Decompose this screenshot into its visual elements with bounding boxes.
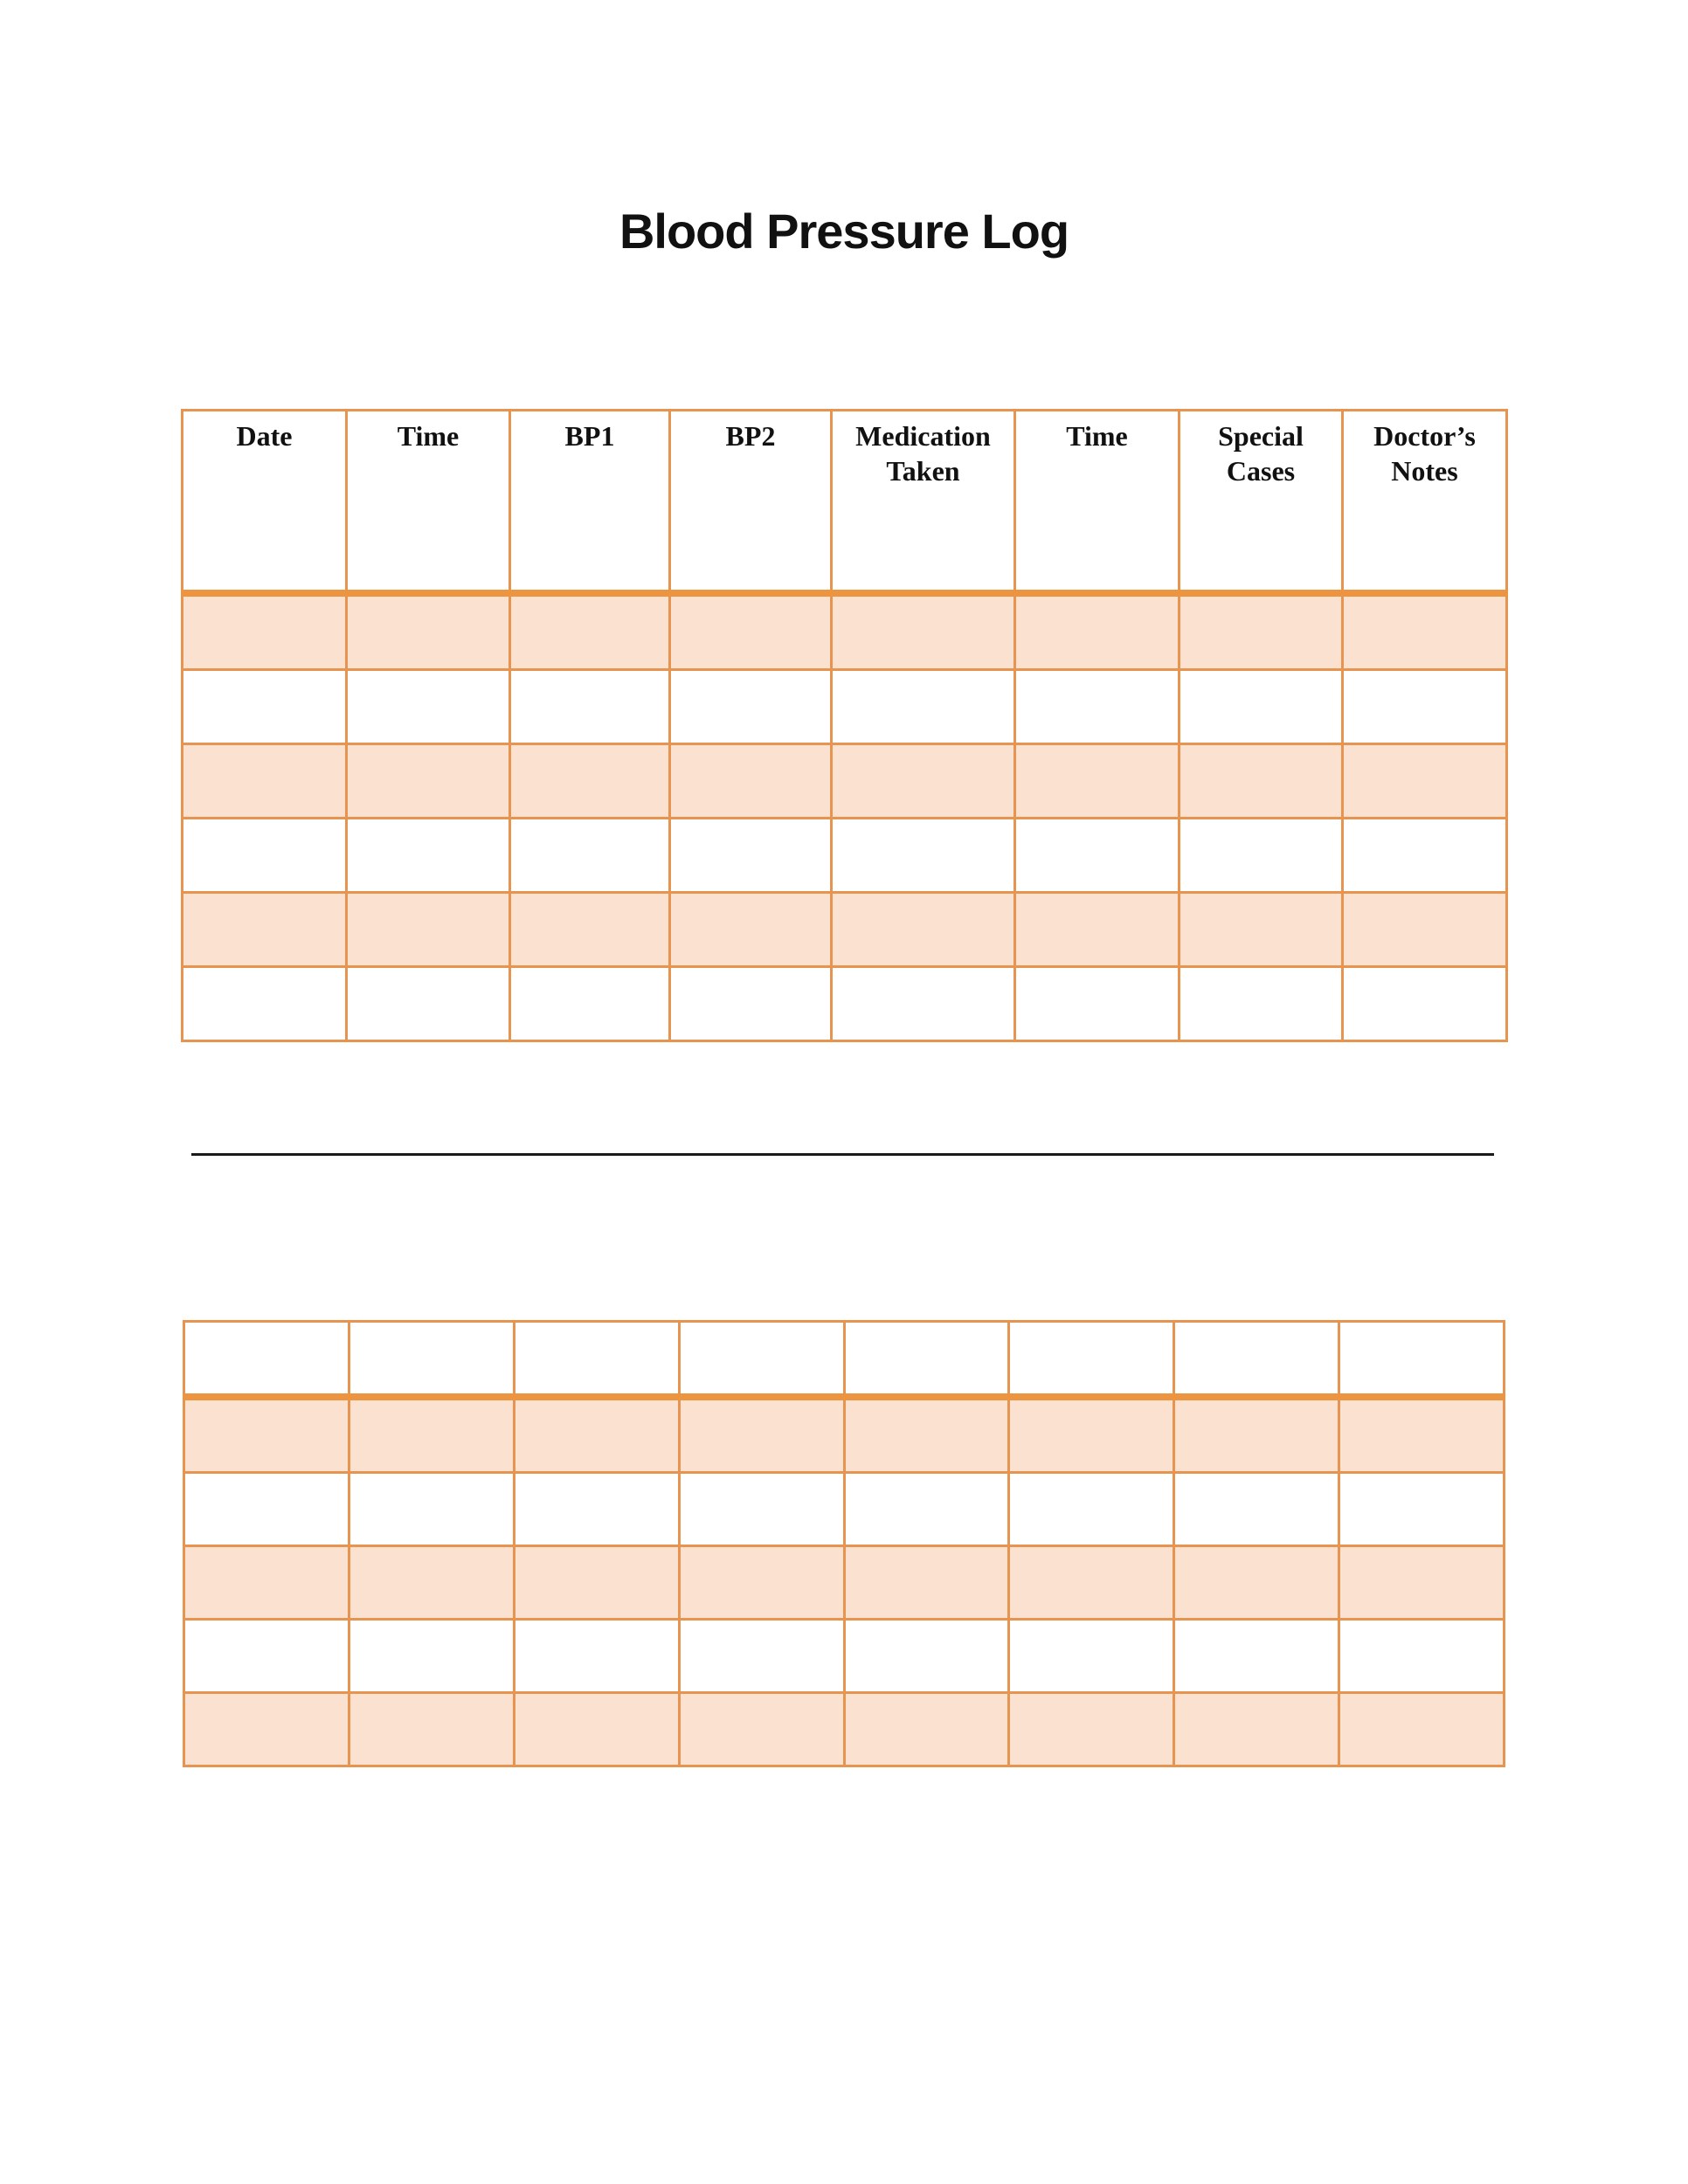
log-row [183, 819, 1507, 893]
log-cell [347, 893, 510, 967]
log-cell [347, 670, 510, 744]
header-row [183, 411, 1507, 594]
log-cell [1339, 1322, 1505, 1398]
page-title: Blood Pressure Log [619, 204, 1069, 259]
log-cell [184, 1397, 349, 1473]
log-cell [349, 1546, 514, 1620]
log-cell [347, 967, 510, 1041]
header-cell-date: Date [183, 411, 347, 594]
log-cell [1339, 1620, 1505, 1693]
log-cell [679, 1620, 844, 1693]
log-row [184, 1397, 1505, 1473]
log-cell [679, 1473, 844, 1546]
log-cell [1180, 744, 1343, 819]
header-cell-time-1: Time [347, 411, 510, 594]
log-row [183, 744, 1507, 819]
log-cell [670, 819, 832, 893]
log-cell [1009, 1546, 1174, 1620]
log-cell [1015, 744, 1180, 819]
log-cell [844, 1473, 1009, 1546]
log-cell [184, 1620, 349, 1693]
log-cell [349, 1397, 514, 1473]
header-cell-doctors-notes: Doctor’s Notes [1343, 411, 1507, 594]
log-row [183, 593, 1507, 670]
log-cell [183, 967, 347, 1041]
log-cell [183, 593, 347, 670]
log-cell [1174, 1473, 1339, 1546]
log-cell [1015, 670, 1180, 744]
log-cell [510, 670, 670, 744]
log-cell [1009, 1322, 1174, 1398]
separator-line [191, 1153, 1494, 1156]
log-cell [1174, 1546, 1339, 1620]
log-cell [1180, 967, 1343, 1041]
log-cell [844, 1322, 1009, 1398]
log-cell [510, 967, 670, 1041]
log-row [183, 893, 1507, 967]
log-cell [510, 819, 670, 893]
blank-header-row [184, 1322, 1505, 1398]
log-cell [183, 670, 347, 744]
continuation-table [183, 1320, 1505, 1767]
log-row [183, 670, 1507, 744]
log-cell [670, 670, 832, 744]
log-cell [832, 967, 1015, 1041]
header-cell-special-cases: Special Cases [1180, 411, 1343, 594]
log-cell [347, 593, 510, 670]
log-cell [832, 593, 1015, 670]
log-cell [1015, 893, 1180, 967]
log-row [184, 1473, 1505, 1546]
log-cell [1180, 593, 1343, 670]
log-cell [832, 819, 1015, 893]
log-cell [1339, 1473, 1505, 1546]
log-cell [832, 744, 1015, 819]
log-cell [1009, 1397, 1174, 1473]
log-cell [1339, 1546, 1505, 1620]
log-cell [1174, 1693, 1339, 1766]
log-cell [183, 819, 347, 893]
log-cell [347, 744, 510, 819]
log-cell [1174, 1322, 1339, 1398]
header-cell-bp1: BP1 [510, 411, 670, 594]
log-cell [1009, 1693, 1174, 1766]
log-cell [1180, 670, 1343, 744]
header-cell-time-2: Time [1015, 411, 1180, 594]
log-row [184, 1693, 1505, 1766]
log-cell [1343, 593, 1507, 670]
log-cell [349, 1322, 514, 1398]
log-cell [184, 1546, 349, 1620]
log-row [183, 967, 1507, 1041]
log-cell [1009, 1620, 1174, 1693]
log-cell [1339, 1693, 1505, 1766]
log-cell [349, 1693, 514, 1766]
log-cell [184, 1322, 349, 1398]
log-cell [1180, 819, 1343, 893]
log-cell [514, 1397, 679, 1473]
log-cell [844, 1620, 1009, 1693]
log-cell [510, 893, 670, 967]
log-cell [514, 1546, 679, 1620]
log-cell [349, 1620, 514, 1693]
log-cell [679, 1693, 844, 1766]
log-cell [844, 1546, 1009, 1620]
log-cell [844, 1397, 1009, 1473]
header-cell-bp2: BP2 [670, 411, 832, 594]
log-cell [184, 1693, 349, 1766]
log-cell [679, 1397, 844, 1473]
blood-pressure-log-table [181, 409, 1508, 1042]
log-cell [1174, 1397, 1339, 1473]
log-cell [1180, 893, 1343, 967]
log-cell [514, 1322, 679, 1398]
log-cell [1339, 1397, 1505, 1473]
log-cell [1015, 967, 1180, 1041]
log-row [184, 1546, 1505, 1620]
log-cell [670, 893, 832, 967]
log-cell [514, 1473, 679, 1546]
header-cell-medication-taken: Medication Taken [832, 411, 1015, 594]
log-cell [1343, 670, 1507, 744]
log-cell [183, 744, 347, 819]
log-cell [1015, 593, 1180, 670]
log-cell [349, 1473, 514, 1546]
log-cell [184, 1473, 349, 1546]
log-cell [1343, 967, 1507, 1041]
log-cell [514, 1693, 679, 1766]
log-cell [670, 744, 832, 819]
log-cell [670, 967, 832, 1041]
log-cell [1343, 893, 1507, 967]
log-cell [844, 1693, 1009, 1766]
log-cell [510, 744, 670, 819]
log-cell [1343, 744, 1507, 819]
log-cell [1009, 1473, 1174, 1546]
log-cell [832, 670, 1015, 744]
log-row [184, 1620, 1505, 1693]
log-cell [183, 893, 347, 967]
log-cell [514, 1620, 679, 1693]
log-cell [679, 1322, 844, 1398]
log-cell [1174, 1620, 1339, 1693]
log-cell [510, 593, 670, 670]
log-cell [1015, 819, 1180, 893]
log-cell [670, 593, 832, 670]
log-cell [832, 893, 1015, 967]
log-cell [679, 1546, 844, 1620]
log-cell [347, 819, 510, 893]
log-cell [1343, 819, 1507, 893]
